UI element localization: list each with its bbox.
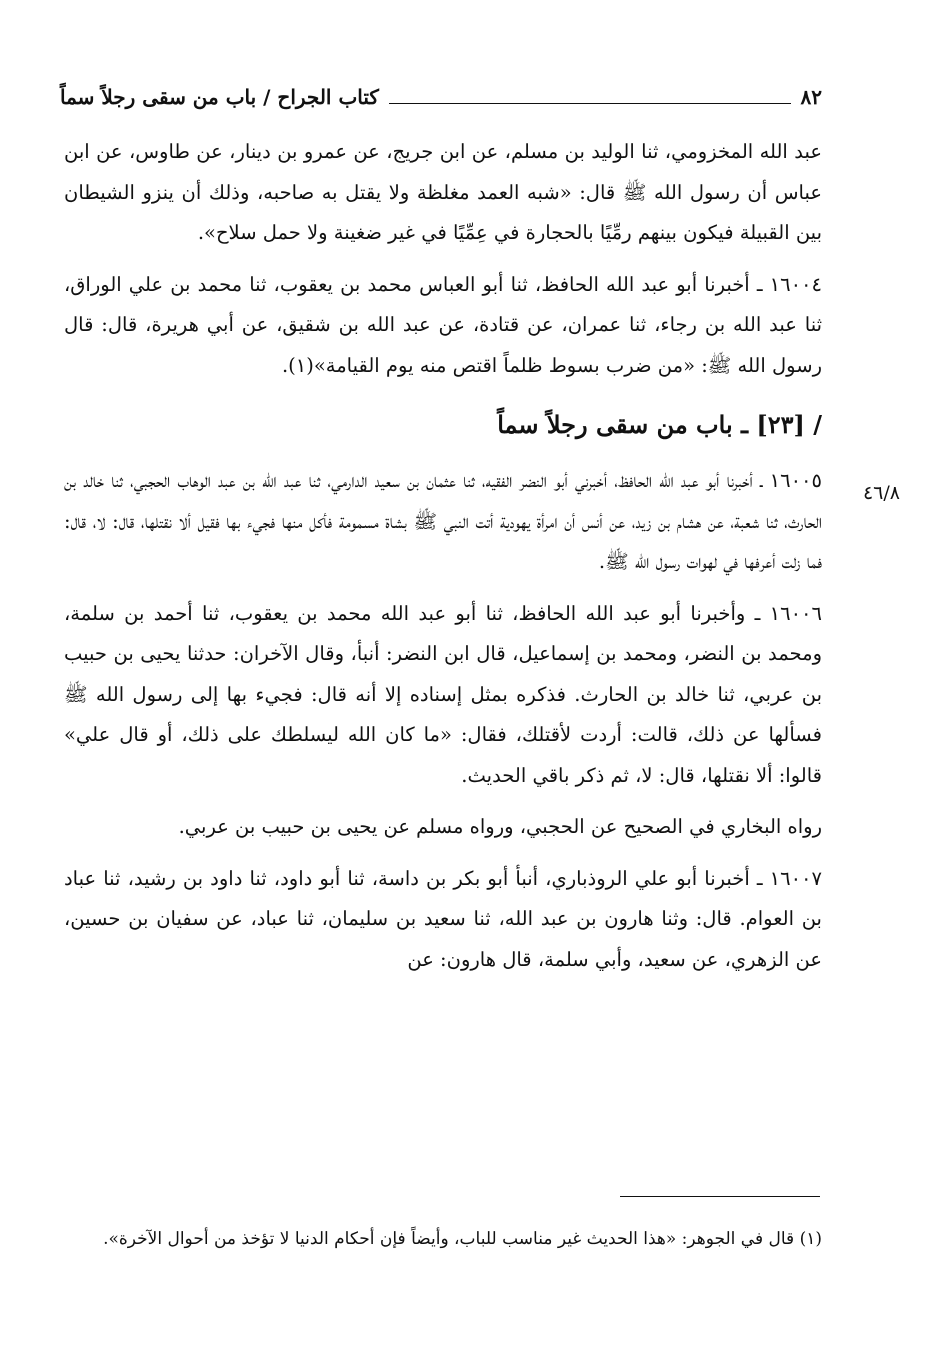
paragraph: ١٦٠٠٤ ـ أخبرنا أبو عبد الله الحافظ، ثنا أبو العباس محمد بن يعقوب، ثنا محمد بن علي الوراق، ثنا عبد الله بن رجاء، ثنا عمران، عن قتادة، عن عبد الله بن شقيق، عن أبي هريرة، قال: قال رسول الله ﷺ: «من ضرب بسوط ظلماً اقتص منه يوم القيامة»(١). [64, 272, 822, 377]
footnote: (١) قال في الجوهر: «هذا الحديث غير مناسب للباب، وأيضاً فإن أحكام الدنيا لا تؤخذ من أحوال الآخرة». [103, 1229, 822, 1249]
paragraph: ١٦٠٠٦ ـ وأخبرنا أبو عبد الله الحافظ، ثنا أبو عبد الله محمد بن يعقوب، ثنا أحمد بن سلمة، ومحمد بن النضر، ومحمد بن إسماعيل، قال ابن النضر: أنبأ، وقال الآخران: حدثنا يحيى بن حبيب بن عربي، ثنا خالد بن الحارث. فذكره بمثل إسناده إلا أنه قال: فجيء بها إلى رسول الله ﷺ فسألها عن ذلك، قالت: أردت لأقتلك، فقال: «ما كان الله ليسلطك على ذلك، أو قال علي» قالوا: ألا نقتلها، قال: لا، ثم ذكر باقي الحديث. [64, 601, 822, 787]
paragraph: عبد الله المخزومي، ثنا الوليد بن مسلم، عن ابن جريج، عن عمرو بن دينار، عن طاوس، عن ابن عباس أن رسول الله ﷺ قال: «شبه العمد مغلظة ولا يقتل به صاحبه، وذلك أن ينزو الشيطان بين القبيلة فيكون بينهم رمِّيًا بالحجارة في عِمِّيًا في غير ضغينة ولا حمل سلاح». [64, 140, 822, 244]
paragraph: ١٦٠٠٥ ـ أخبرنا أبو عبد الله الحافظ، أخبرني أبو النضر الفقيه، ثنا عثمان بن سعيد الدارمي، ثنا عبد الله بن عبد الوهاب الحجبي، ثنا خالد بن الحارث، ثنا شعبة، عن هشام بن زيد، عن أنس أن امرأة يهودية أتت النبي ﷺ بشاة مسمومة فأكل منها فجيء بها فقيل ألا نقتلها، قال: لا، قال: فما زلت أعرفها في لهوات رسول الله ﷺ. [64, 469, 822, 573]
margin-reference: ٤٦/٨ [862, 482, 900, 504]
paragraph: رواه البخاري في الصحيح عن الحجبي، ورواه مسلم عن يحيى بن حبيب بن عربي. [178, 815, 822, 838]
section-title: / [٢٣] ـ باب من سقى رجلاً سماً [497, 410, 822, 439]
header-rule [389, 103, 791, 104]
footnote-rule [620, 1196, 820, 1197]
section-heading-row [64, 397, 822, 453]
page-number: ٨٢ [800, 85, 822, 109]
main-text [64, 132, 822, 991]
paragraph: ١٦٠٠٧ ـ أخبرنا أبو علي الروذباري، أنبأ أبو بكر بن داسة، ثنا أبو داود، ثنا داود بن رشيد، ثنا عباد بن العوام. قال: وثنا هارون بن عبد الله، ثنا سعيد بن سليمان، ثنا عباد، عن سفيان بن حسين، عن الزهري، عن سعيد، وأبي سلمة، قال هارون: عن [64, 866, 822, 971]
page-header [60, 80, 822, 114]
running-title: كتاب الجراح / باب من سقى رجلاً سماً [60, 85, 379, 109]
